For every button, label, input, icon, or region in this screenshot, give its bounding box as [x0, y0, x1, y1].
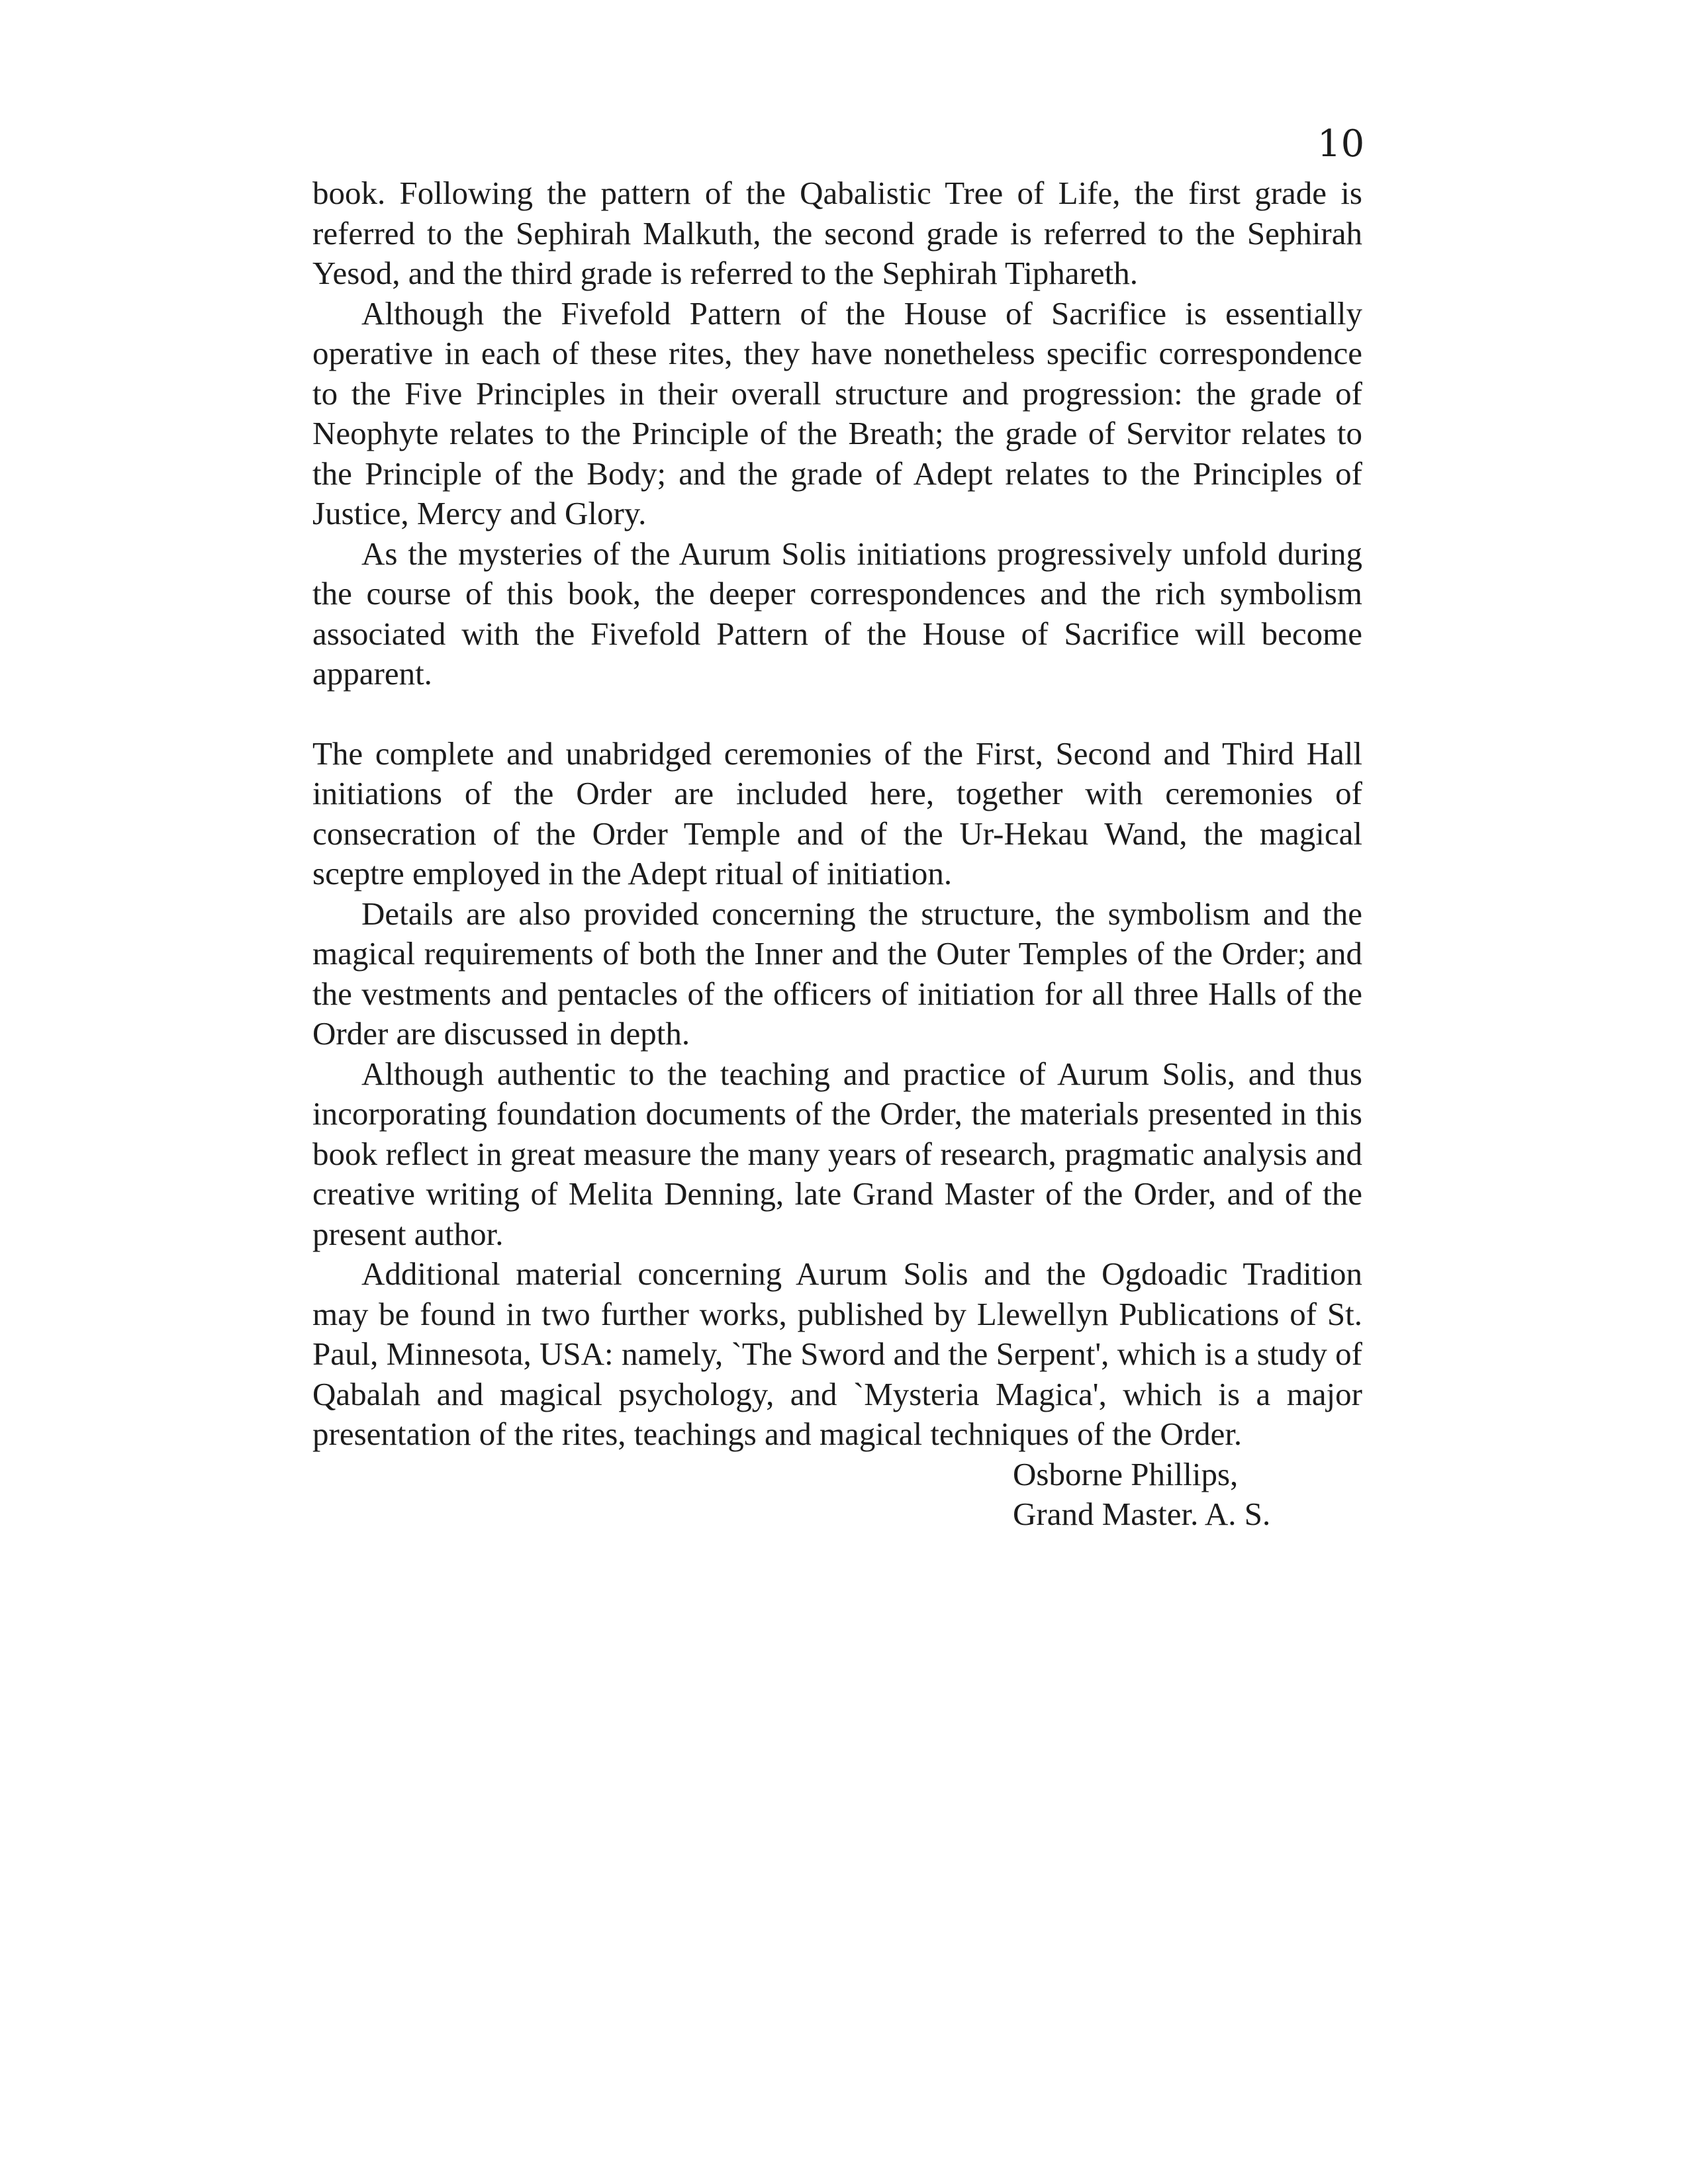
paragraph: Although authentic to the teaching and practice of Aurum Solis, and thus incorporating foundation documents of the Order, the materials presented in this book reflect in great measure the many years of research, pragmatic analysis and creative writing of Melita Denning, late Grand Master of the Order, and of the present author.: [312, 1055, 1362, 1252]
signature-block: [1013, 1455, 1362, 1535]
signature-name: Osborne Phillips,: [1013, 1455, 1239, 1492]
body-text: [312, 173, 1362, 1535]
paragraph-section-start: The complete and unabridged ceremonies of the First, Second and Third Hall initiations of the Order are included here, together with ceremonies of consecration of the Order Temple and of the Ur-Hekau Wand, the magical sceptre employed in the Adept ritual of initiation.: [312, 735, 1362, 891]
paragraph: Details are also provided concerning the structure, the symbolism and the magical requirements of both the Inner and the Outer Temples of the Order; and the vestments and pentacles of the officers of initiation for all three Halls of the Order are discussed in depth.: [312, 895, 1362, 1052]
paragraph: As the mysteries of the Aurum Solis initiations progressively unfold during the course of this book, the deeper correspondences and the rich symbolism associated with the Fivefold Pattern of the House of Sacrifice will become apparent.: [312, 535, 1362, 692]
paragraph: Although the Fivefold Pattern of the House of Sacrifice is essentially operative in each of these rites, they have nonetheless specific correspondence to the Five Principles in their overall structure and progression: the grade of Neophyte relates to the Principle of the Breath; the grade of Servitor relates to the Principle of the Body; and the grade of Adept relates to the Principles of Justice, Mercy and Glory.: [312, 295, 1362, 531]
page-number: 10: [1317, 122, 1365, 165]
paragraph: Additional material concerning Aurum Solis and the Ogdoadic Tradition may be found in two further works, published by Llewellyn Publications of St. Paul, Minnesota, USA: namely, `The Sword and the Serpent', which is a study of Qabalah and magical psychology, and `Mysteria Magica', which is a major presentation of the rites, teachings and magical techniques of the Order.: [312, 1255, 1362, 1452]
signature-title: Grand Master. A. S.: [1013, 1496, 1271, 1532]
paragraph-continued: book. Following the pattern of the Qabalistic Tree of Life, the first grade is referred to the Sephirah Malkuth, the second grade is referred to the Sephirah Yesod, and the third grade is referred to the Sephirah Tiphareth.: [312, 175, 1362, 291]
